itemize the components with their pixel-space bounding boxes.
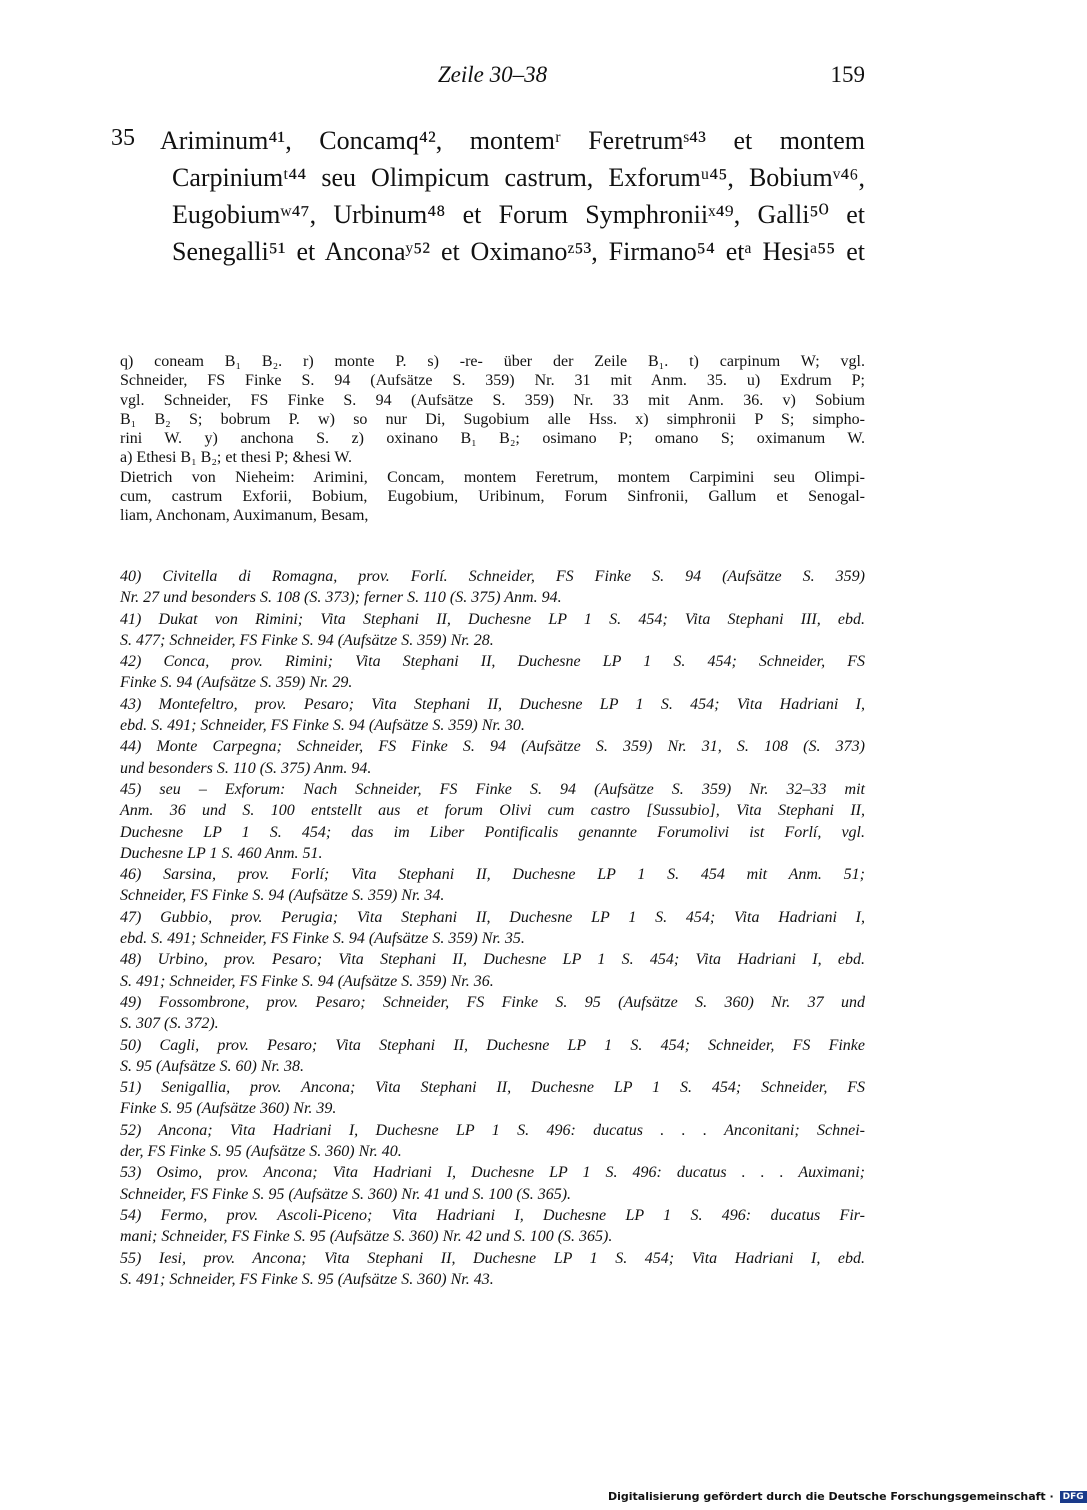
apparatus-line: B₁ B₂ S; bobrum P. w) so nur Di, Sugobium alle Hss. x) simphronii P S; simpho- — [120, 410, 865, 428]
footnote-line: 51) Senigallia, prov. Ancona; Vita Stephani II, Duchesne LP 1 S. 454; Schneider, FS — [120, 1079, 865, 1097]
footnote-line: 52) Ancona; Vita Hadriani I, Duchesne LP 1 S. 496: ducatus . . . Anconitani; Schnei- — [120, 1121, 865, 1139]
page-number: 159 — [830, 62, 865, 87]
footnote-line: der, FS Finke S. 95 (Aufsätze S. 360) Nr. 40. — [120, 1143, 402, 1161]
footnote-line: 46) Sarsina, prov. Forlí; Vita Stephani II, Duchesne LP 1 S. 454 mit Anm. 51; — [120, 866, 865, 884]
footnote-line: S. 95 (Aufsätze S. 60) Nr. 38. — [120, 1057, 304, 1075]
apparatus-line: q) coneam B₁ B₂. r) monte P. s) -re- über der Zeile B₁. t) carpinum W; vgl. — [120, 353, 865, 370]
main-text — [111, 122, 865, 270]
footnote-line: Duchesne LP 1 S. 460 Anm. 51. — [120, 844, 323, 862]
main-text-line: Ariminum⁴¹, Concamq⁴², montemʳ Feretrumˢ⁴³ et montem — [160, 126, 865, 155]
footnote-line: S. 477; Schneider, FS Finke S. 94 (Aufsätze S. 359) Nr. 28. — [120, 631, 494, 649]
footnote-line: 40) Civitella di Romagna, prov. Forlí. Schneider, FS Finke S. 94 (Aufsätze S. 359) — [120, 568, 865, 585]
footnote-line: 48) Urbino, prov. Pesaro; Vita Stephani II, Duchesne LP 1 S. 454; Vita Hadriani I, ebd. — [120, 951, 865, 969]
footnote-line: 55) Iesi, prov. Ancona; Vita Stephani II, Duchesne LP 1 S. 454; Vita Hadriani I, ebd. — [120, 1249, 865, 1267]
footnote-line: 54) Fermo, prov. Ascoli-Piceno; Vita Hadriani I, Duchesne LP 1 S. 496: ducatus Fir- — [120, 1206, 865, 1224]
apparatus-line: rini W. y) anchona S. z) oxinano B₁ B₂; osimano P; omano S; oximanum W. — [120, 430, 865, 448]
footnote-line: Anm. 36 und S. 100 entstellt aus et forum Olivi cum castro [Sussubio], Vita Stephani II, — [120, 802, 865, 820]
main-text-line: Senegalli⁵¹ et Anconaʸ⁵² et Oximanoᶻ⁵³, Firmano⁵⁴ etᵃ Hesiᵃ⁵⁵ et — [172, 237, 865, 266]
digitization-credit — [608, 1490, 1087, 1503]
main-text-line: Carpiniumᵗ⁴⁴ seu Olimpicum castrum, Exforumᵘ⁴⁵, Bobiumᵛ⁴⁶, — [172, 163, 865, 192]
apparatus-line: cum, castrum Exforii, Bobium, Eugobium, Uribinum, Forum Sinfronii, Gallum et Senogal- — [120, 488, 865, 506]
footnote-line: 41) Dukat von Rimini; Vita Stephani II, Duchesne LP 1 S. 454; Vita Stephani III, ebd. — [120, 610, 865, 628]
main-text-line: Eugobiumʷ⁴⁷, Urbinum⁴⁸ et Forum Symphroniiˣ⁴⁹, Galli⁵⁰ et — [172, 200, 865, 229]
dfg-logo-icon: DFG — [1060, 1491, 1087, 1503]
footnote-line: S. 491; Schneider, FS Finke S. 94 (Aufsätze S. 359) Nr. 36. — [120, 972, 494, 990]
footnote-line: ebd. S. 491; Schneider, FS Finke S. 94 (Aufsätze S. 359) Nr. 30. — [120, 717, 525, 735]
line-number: 35 — [111, 125, 135, 151]
credit-text: Digitalisierung gefördert durch die Deutsche Forschungsgemeinschaft · — [608, 1490, 1054, 1503]
footnote-line: ebd. S. 491; Schneider, FS Finke S. 94 (Aufsätze S. 359) Nr. 35. — [120, 930, 525, 948]
footnote-line: Nr. 27 und besonders S. 108 (S. 373); ferner S. 110 (S. 375) Anm. 94. — [120, 589, 562, 607]
footnote-line: Finke S. 94 (Aufsätze S. 359) Nr. 29. — [120, 674, 353, 692]
apparatus-line: Dietrich von Nieheim: Arimini, Concam, montem Feretrum, montem Carpimini seu Olimpi- — [120, 468, 865, 486]
footnote-line: 49) Fossombrone, prov. Pesaro; Schneider, FS Finke S. 95 (Aufsätze S. 360) Nr. 37 und — [120, 993, 865, 1011]
apparatus-line: liam, Anchonam, Auximanum, Besam, — [120, 507, 369, 525]
footnote-line: Duchesne LP 1 S. 454; das im Liber Pontificalis genannte Forumolivi ist Forlí, vgl. — [120, 823, 865, 841]
footnote-line: S. 307 (S. 372). — [120, 1015, 219, 1033]
footnote-line: 53) Osimo, prov. Ancona; Vita Hadriani I, Duchesne LP 1 S. 496: ducatus . . . Auximani; — [120, 1164, 865, 1182]
footnote-line: 43) Montefeltro, prov. Pesaro; Vita Stephani II, Duchesne LP 1 S. 454; Vita Hadriani I, — [120, 695, 865, 713]
footnote-line: 44) Monte Carpegna; Schneider, FS Finke S. 94 (Aufsätze S. 359) Nr. 31, S. 108 (S. 373) — [120, 738, 865, 756]
footnote-line: Schneider, FS Finke S. 94 (Aufsätze S. 359) Nr. 34. — [120, 887, 445, 905]
footnote-line: und besonders S. 110 (S. 375) Anm. 94. — [120, 759, 372, 777]
footnote-line: S. 491; Schneider, FS Finke S. 95 (Aufsätze S. 360) Nr. 43. — [120, 1270, 494, 1288]
footnote-line: mani; Schneider, FS Finke S. 95 (Aufsätze S. 360) Nr. 42 und S. 100 (S. 365). — [120, 1228, 613, 1246]
critical-apparatus — [120, 352, 865, 526]
footnote-line: 50) Cagli, prov. Pesaro; Vita Stephani II, Duchesne LP 1 S. 454; Schneider, FS Finke — [120, 1036, 865, 1054]
footnote-line: Schneider, FS Finke S. 95 (Aufsätze S. 360) Nr. 41 und S. 100 (S. 365). — [120, 1185, 572, 1203]
footnote-line: Finke S. 95 (Aufsätze 360) Nr. 39. — [120, 1100, 337, 1118]
footnote-line: 47) Gubbio, prov. Perugia; Vita Stephani II, Duchesne LP 1 S. 454; Vita Hadriani I, — [120, 908, 865, 926]
footnote-line: 42) Conca, prov. Rimini; Vita Stephani II, Duchesne LP 1 S. 454; Schneider, FS — [120, 653, 865, 671]
apparatus-line: vgl. Schneider, FS Finke S. 94 (Aufsätze S. 359) Nr. 33 mit Anm. 36. v) Sobium — [120, 391, 865, 409]
page-header — [120, 62, 865, 94]
footnote-line: 45) seu – Exforum: Nach Schneider, FS Finke S. 94 (Aufsätze S. 359) Nr. 32–33 mit — [120, 780, 865, 798]
apparatus-line: Schneider, FS Finke S. 94 (Aufsätze S. 359) Nr. 31 mit Anm. 35. u) Exdrum P; — [120, 372, 865, 390]
apparatus-line: a) Ethesi B₁ B₂; et thesi P; &hesi W. — [120, 449, 353, 467]
footnotes — [120, 566, 865, 1290]
running-head: Zeile 30–38 — [437, 62, 548, 87]
